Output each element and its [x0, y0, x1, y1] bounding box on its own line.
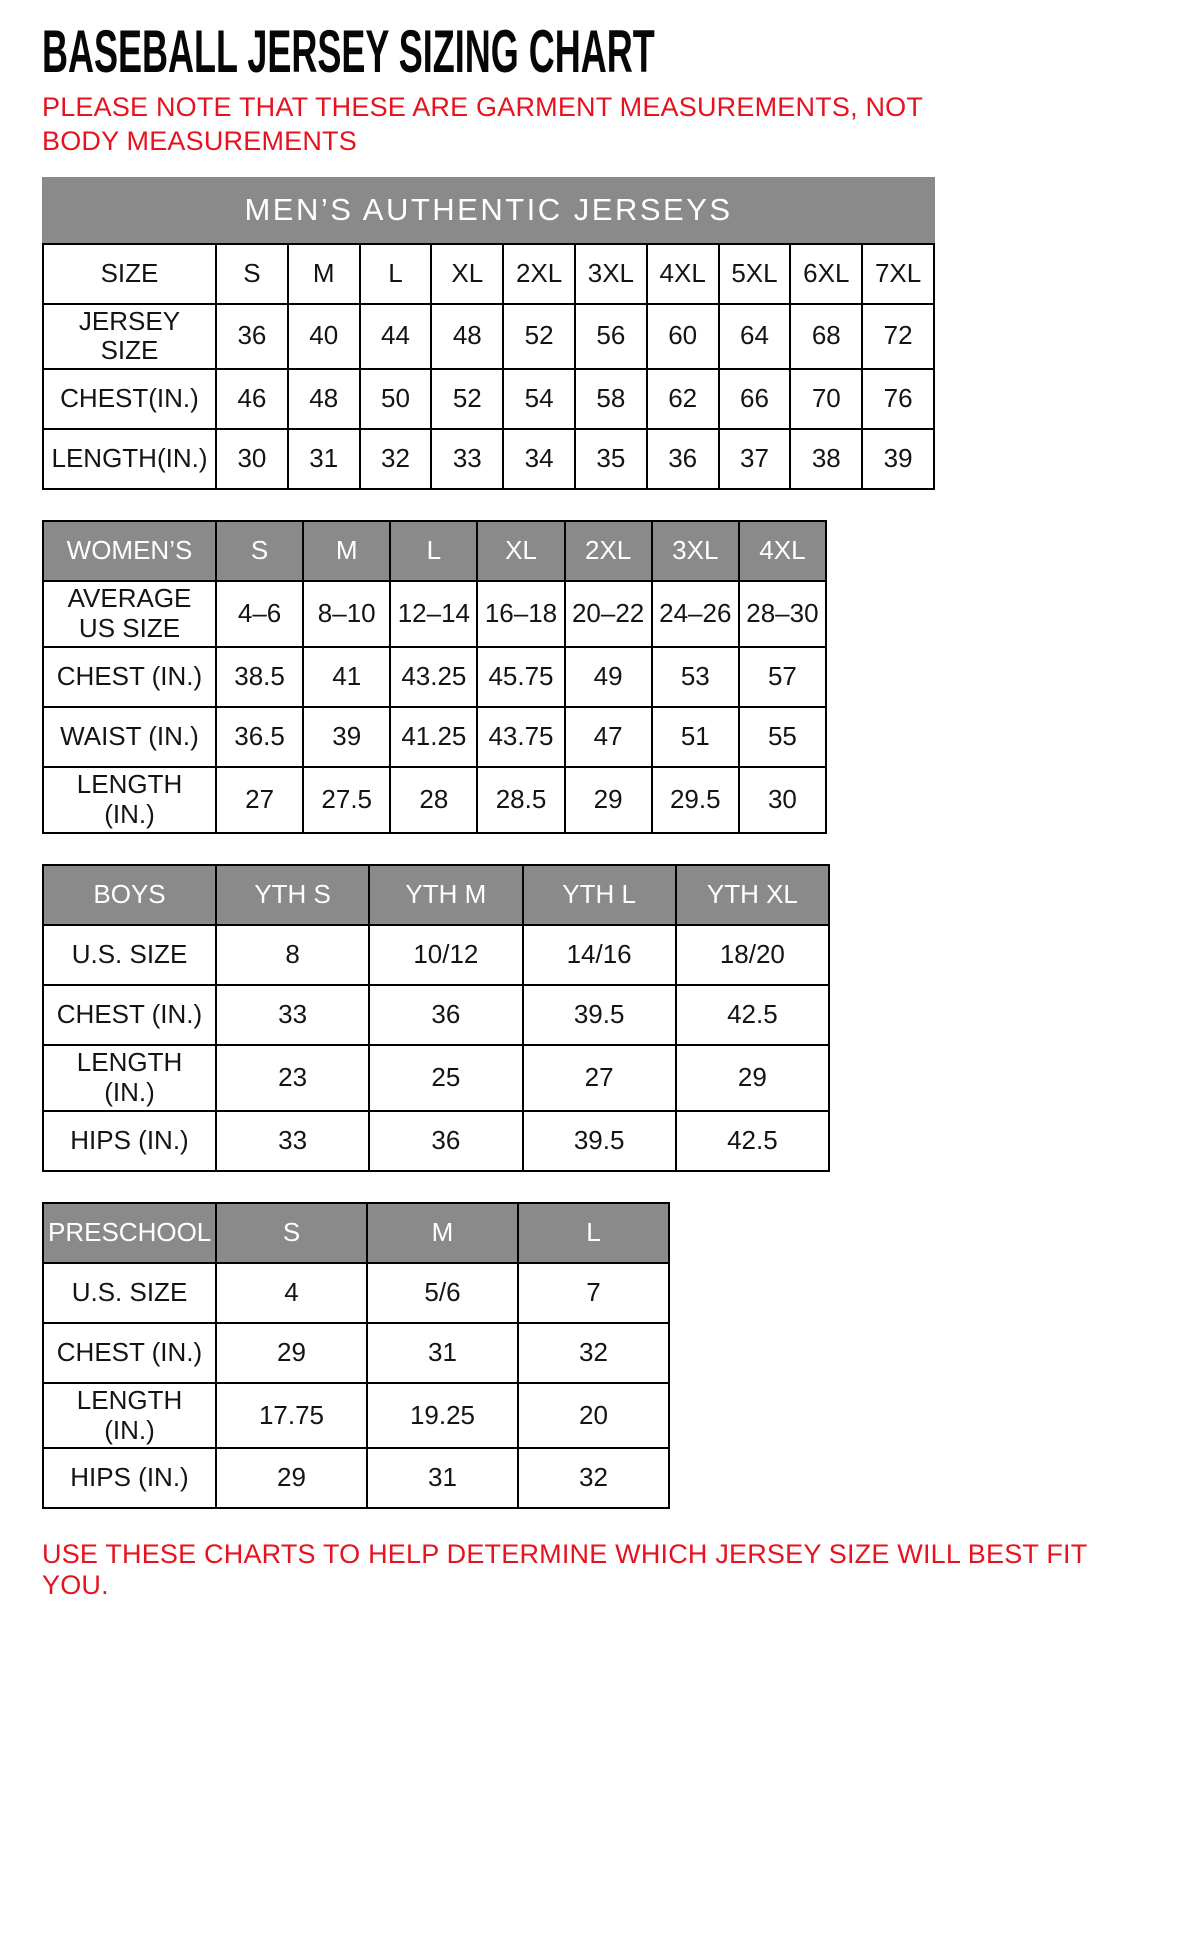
column-header: YTH XL	[676, 865, 829, 925]
table-cell: 34	[503, 429, 575, 489]
table-cell: 2XL	[503, 244, 575, 304]
table-row	[43, 369, 934, 429]
table-cell: 51	[652, 707, 739, 767]
column-header: YTH S	[216, 865, 369, 925]
table-cell: 16–18	[477, 581, 564, 647]
row-label: HIPS (IN.)	[43, 1111, 216, 1171]
table-cell: S	[216, 244, 288, 304]
row-label: HIPS (IN.)	[43, 1448, 216, 1508]
table-cell: 24–26	[652, 581, 739, 647]
row-label: CHEST(IN.)	[43, 369, 216, 429]
table-cell: 56	[575, 304, 647, 370]
table-row	[43, 581, 826, 647]
table-cell: 37	[719, 429, 791, 489]
table-row	[43, 304, 934, 370]
mens-table-body	[43, 244, 934, 490]
table-cell: 33	[216, 1111, 369, 1171]
table-row	[43, 1111, 829, 1171]
column-header: 3XL	[652, 521, 739, 581]
row-label: CHEST (IN.)	[43, 647, 216, 707]
row-label: LENGTH (IN.)	[43, 1045, 216, 1111]
table-cell: 44	[360, 304, 432, 370]
table-cell: 39.5	[523, 1111, 676, 1171]
table-cell: 45.75	[477, 647, 564, 707]
table-cell: 50	[360, 369, 432, 429]
table-cell: 54	[503, 369, 575, 429]
table-row	[43, 767, 826, 833]
womens-table-section	[42, 520, 1160, 834]
boys-table-body	[43, 865, 829, 1171]
table-cell: 46	[216, 369, 288, 429]
table-row	[43, 1323, 669, 1383]
table-cell: 36	[369, 985, 522, 1045]
column-header: L	[390, 521, 477, 581]
table-row	[43, 925, 829, 985]
table-cell: 33	[216, 985, 369, 1045]
page-title: BASEBALL JERSEY SIZING CHART	[42, 18, 655, 85]
womens-sizing-table	[42, 520, 827, 834]
column-header: YTH L	[523, 865, 676, 925]
column-header: XL	[477, 521, 564, 581]
table-cell: 31	[367, 1448, 518, 1508]
column-header: S	[216, 1203, 367, 1263]
header-row	[43, 521, 826, 581]
column-header: 4XL	[739, 521, 826, 581]
table-cell: 5XL	[719, 244, 791, 304]
table-cell: 29	[676, 1045, 829, 1111]
table-title-cell: WOMEN’S	[43, 521, 216, 581]
mens-table-section	[42, 177, 1160, 491]
table-cell: 19.25	[367, 1383, 518, 1449]
table-cell: 60	[647, 304, 719, 370]
table-cell: 38	[790, 429, 862, 489]
table-cell: 53	[652, 647, 739, 707]
table-cell: 48	[431, 304, 503, 370]
row-label: U.S. SIZE	[43, 1263, 216, 1323]
table-cell: 32	[518, 1448, 669, 1508]
column-header: M	[367, 1203, 518, 1263]
table-cell: 4–6	[216, 581, 303, 647]
table-cell: 57	[739, 647, 826, 707]
mens-table-title-bar: MEN’S AUTHENTIC JERSEYS	[42, 177, 935, 243]
table-cell: 31	[367, 1323, 518, 1383]
table-cell: 43.75	[477, 707, 564, 767]
table-cell: 27	[216, 767, 303, 833]
table-cell: 4	[216, 1263, 367, 1323]
table-cell: 47	[565, 707, 652, 767]
table-cell: 18/20	[676, 925, 829, 985]
column-header: 2XL	[565, 521, 652, 581]
table-cell: 39	[303, 707, 390, 767]
table-row	[43, 244, 934, 304]
table-row	[43, 647, 826, 707]
table-cell: 36	[216, 304, 288, 370]
preschool-sizing-table	[42, 1202, 670, 1510]
table-cell: 5/6	[367, 1263, 518, 1323]
table-row	[43, 707, 826, 767]
row-label: CHEST (IN.)	[43, 985, 216, 1045]
table-cell: 10/12	[369, 925, 522, 985]
table-cell: L	[360, 244, 432, 304]
table-cell: 36	[369, 1111, 522, 1171]
table-cell: 7XL	[862, 244, 934, 304]
table-cell: 29	[565, 767, 652, 833]
table-cell: 70	[790, 369, 862, 429]
table-cell: 29	[216, 1448, 367, 1508]
table-cell: M	[288, 244, 360, 304]
column-header: S	[216, 521, 303, 581]
table-cell: 76	[862, 369, 934, 429]
table-cell: 33	[431, 429, 503, 489]
row-label: LENGTH (IN.)	[43, 767, 216, 833]
row-label: LENGTH (IN.)	[43, 1383, 216, 1449]
table-cell: 25	[369, 1045, 522, 1111]
row-label: U.S. SIZE	[43, 925, 216, 985]
table-cell: 8	[216, 925, 369, 985]
table-cell: 39.5	[523, 985, 676, 1045]
table-cell: 7	[518, 1263, 669, 1323]
table-cell: 28	[390, 767, 477, 833]
table-cell: 49	[565, 647, 652, 707]
table-cell: 4XL	[647, 244, 719, 304]
table-cell: 72	[862, 304, 934, 370]
table-cell: 20	[518, 1383, 669, 1449]
table-cell: 35	[575, 429, 647, 489]
table-cell: 27.5	[303, 767, 390, 833]
table-cell: 30	[739, 767, 826, 833]
table-cell: 8–10	[303, 581, 390, 647]
garment-measurements-note: PLEASE NOTE THAT THESE ARE GARMENT MEASUREMENTS, NOT BODY MEASUREMENTS	[42, 92, 923, 156]
table-title-cell: BOYS	[43, 865, 216, 925]
header-row	[43, 865, 829, 925]
header-row	[43, 1203, 669, 1263]
table-cell: 42.5	[676, 985, 829, 1045]
table-title-cell: PRESCHOOL	[43, 1203, 216, 1263]
table-cell: 3XL	[575, 244, 647, 304]
table-cell: 31	[288, 429, 360, 489]
row-label: WAIST (IN.)	[43, 707, 216, 767]
column-header: L	[518, 1203, 669, 1263]
table-cell: 41	[303, 647, 390, 707]
table-row	[43, 1383, 669, 1449]
table-cell: 41.25	[390, 707, 477, 767]
table-row	[43, 985, 829, 1045]
row-label: CHEST (IN.)	[43, 1323, 216, 1383]
table-cell: 38.5	[216, 647, 303, 707]
table-cell: 52	[431, 369, 503, 429]
table-cell: 20–22	[565, 581, 652, 647]
table-cell: 32	[360, 429, 432, 489]
row-label: LENGTH(IN.)	[43, 429, 216, 489]
table-cell: 14/16	[523, 925, 676, 985]
table-cell: 66	[719, 369, 791, 429]
preschool-table-section	[42, 1202, 1160, 1510]
table-row	[43, 1448, 669, 1508]
row-label: AVERAGE US SIZE	[43, 581, 216, 647]
table-cell: 23	[216, 1045, 369, 1111]
table-row	[43, 1263, 669, 1323]
table-cell: 12–14	[390, 581, 477, 647]
womens-table-body	[43, 521, 826, 833]
column-header: M	[303, 521, 390, 581]
column-header: YTH M	[369, 865, 522, 925]
table-cell: 68	[790, 304, 862, 370]
table-cell: 55	[739, 707, 826, 767]
table-cell: 43.25	[390, 647, 477, 707]
footer-note: USE THESE CHARTS TO HELP DETERMINE WHICH JERSEY SIZE WILL BEST FIT YOU.	[42, 1539, 1087, 1601]
table-cell: 29.5	[652, 767, 739, 833]
table-cell: 28.5	[477, 767, 564, 833]
table-row	[43, 1045, 829, 1111]
table-row	[43, 429, 934, 489]
table-cell: 62	[647, 369, 719, 429]
table-cell: 30	[216, 429, 288, 489]
table-cell: 28–30	[739, 581, 826, 647]
table-cell: 52	[503, 304, 575, 370]
row-label: SIZE	[43, 244, 216, 304]
mens-sizing-table	[42, 243, 935, 491]
table-cell: 6XL	[790, 244, 862, 304]
table-cell: 58	[575, 369, 647, 429]
table-cell: 36.5	[216, 707, 303, 767]
table-cell: 40	[288, 304, 360, 370]
row-label: JERSEY SIZE	[43, 304, 216, 370]
table-cell: XL	[431, 244, 503, 304]
table-cell: 27	[523, 1045, 676, 1111]
table-cell: 36	[647, 429, 719, 489]
table-cell: 48	[288, 369, 360, 429]
table-cell: 17.75	[216, 1383, 367, 1449]
boys-sizing-table	[42, 864, 830, 1172]
table-cell: 29	[216, 1323, 367, 1383]
table-cell: 39	[862, 429, 934, 489]
table-cell: 42.5	[676, 1111, 829, 1171]
boys-table-section	[42, 864, 1160, 1172]
preschool-table-body	[43, 1203, 669, 1509]
table-cell: 32	[518, 1323, 669, 1383]
table-cell: 64	[719, 304, 791, 370]
